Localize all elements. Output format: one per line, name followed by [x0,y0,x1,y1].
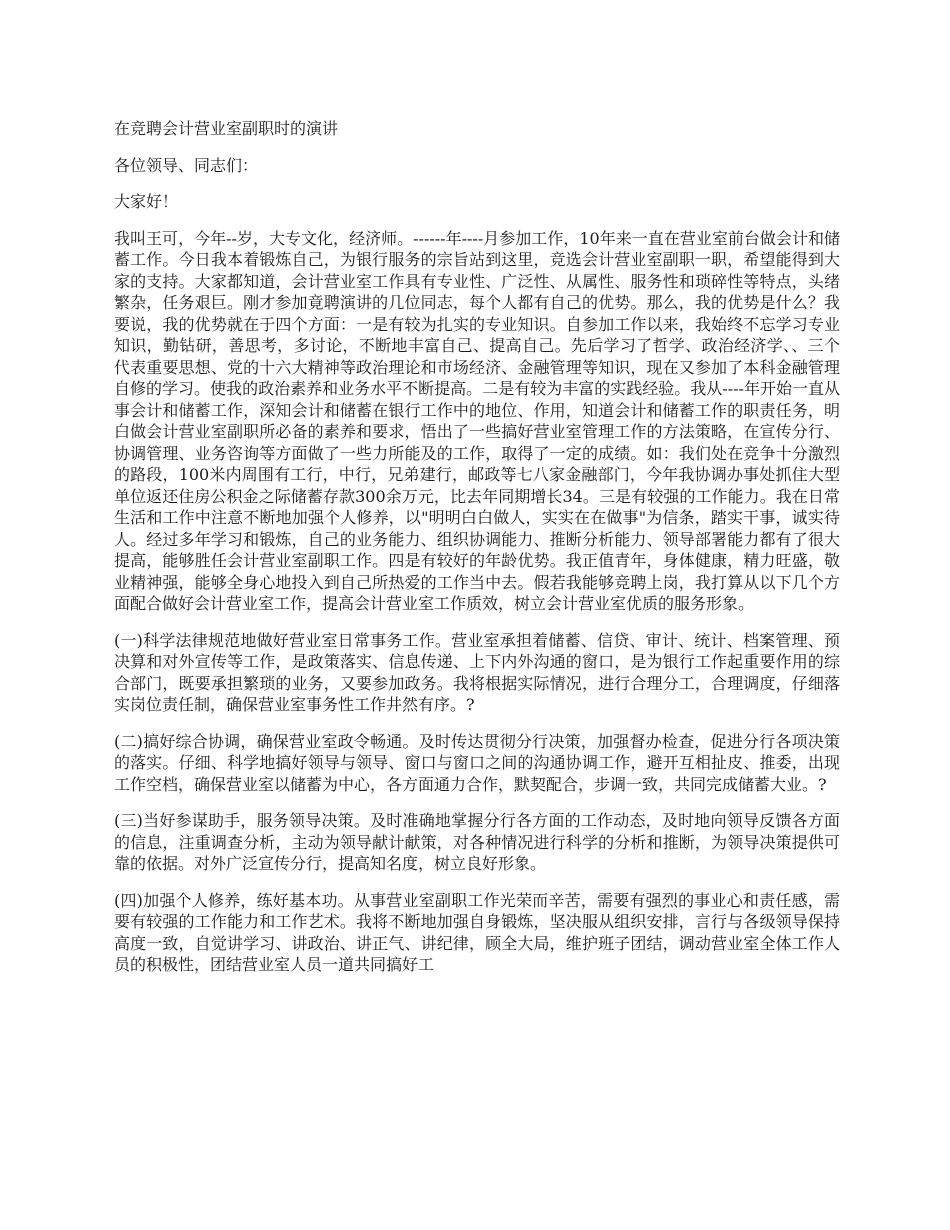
document-title: 在竞聘会计营业室副职时的演讲 [114,119,339,138]
body-paragraph: (三)当好参谋助手，服务领导决策。及时准确地掌握分行各方面的工作动态，及时地向领导反馈各方面的信息，注重调查分析，主动为领导献计献策，对各种情况进行科学的分析和推断，为领导决策提供可靠的依据。对外广泛宣传分行，提高知名度，树立良好形象。 [114,811,840,873]
body-paragraph: (二)搞好综合协调，确保营业室政令畅通。及时传达贯彻分行决策，加强督办检查，促进分行各项决策的落实。仔细、科学地搞好领导与领导、窗口与窗口之间的沟通协调工作，避开互相扯皮、推委，出现工作空档，确保营业室以储蓄为中心，各方面通力合作，默契配合，步调一致，共同完成储蓄大业。? [114,731,840,794]
body-paragraph: 我叫王可，今年--岁，大专文化，经济师。------年----月参加工作，10年来一直在营业室前台做会计和储蓄工作。今日我本着锻炼自己，为银行服务的宗旨站到这里，竞选会计营业室副职一职，希望能得到大家的支持。大家都知道，会计营业室工作具有专业性、广泛性、从属性、服务性和琐碎性等特点，头绪繁杂，任务艰巨。刚才参加竟聘演讲的几位同志，每个人都有自己的优势。那么，我的优势是什么？我要说，我的优势就在于四个方面：一是有较为扎实的专业知识。自参加工作以来，我始终不忘学习专业知识，勤钻研，善思考，多讨论，不断地丰富自己、提高自己。先后学习了哲学、政治经济学、、三个代表重要思想、党的十六大精神等政治理论和市场经济、金融管理等知识，现在又参加了本科金融管理自修的学习。使我的政治素养和业务水平不断提高。二是有较为丰富的实践经验。我从----年开始一直从事会计和储蓄工作，深知会计和储蓄在银行工作中的地位、作用，知道会计和储蓄工作的职责任务，明白做会计营业室副职所必备的素养和要求，悟出了一些搞好营业室管理工作的方法策略，在宣传分行、协调管理、业务咨询等方面做了一些力所能及的工作，取得了一定的成绩。如：我们处在竞争十分激烈的路段，100米内周围有工行，中行，兄弟建行，邮政等七八家金融部门，今年我协调办事处抓住大型单位返还住房公积金之际储蓄存款300余万元，比去年同期增长34。三是有较强的工作能力。我在日常生活和工作中注意不断地加强个人修养，以"明明白白做人，实实在在做事"为信条，踏实干事，诚实待人。经过多年学习和锻炼，自己的业务能力、组织协调能力、推断分析能力、领导部署能力都有了很大提高，能够胜任会计营业室副职工作。四是有较好的年龄优势。我正值青年，身体健康，精力旺盛，敬业精神强，能够全身心地投入到自己所热爱的工作当中去。假若我能够竞聘上岗，我打算从以下几个方面配合做好会计营业室工作，提高会计营业室工作质效，树立会计营业室优质的服务形象。 [114,228,840,613]
document-page [114,118,840,991]
body-paragraph: (四)加强个人修养，练好基本功。从事营业室副职工作光荣而辛苦，需要有强烈的事业心和责任感，需要有较强的工作能力和工作艺术。我将不断地加强自身锻炼，坚决服从组织安排，言行与各级领导保持高度一致，自觉讲学习、讲政治、讲正气、讲纪律，顾全大局，维护班子团结，调动营业室全体工作人员的积极性，团结营业室人员一道共同搞好工 [114,890,840,974]
body-paragraph: (一)科学法律规范地做好营业室日常事务工作。营业室承担着储蓄、信贷、审计、统计、档案管理、预决算和对外宣传等工作，是政策落实、信息传递、上下内外沟通的窗口，是为银行工作起重要作用的综合部门，既要承担繁琐的业务，又要参加政务。我将根据实际情况，进行合理分工，合理调度，仔细落实岗位责任制，确保营业室事务性工作井然有序。? [114,630,840,714]
salutation: 各位领导、同志们： [114,155,259,175]
greeting: 大家好！ [114,192,179,211]
